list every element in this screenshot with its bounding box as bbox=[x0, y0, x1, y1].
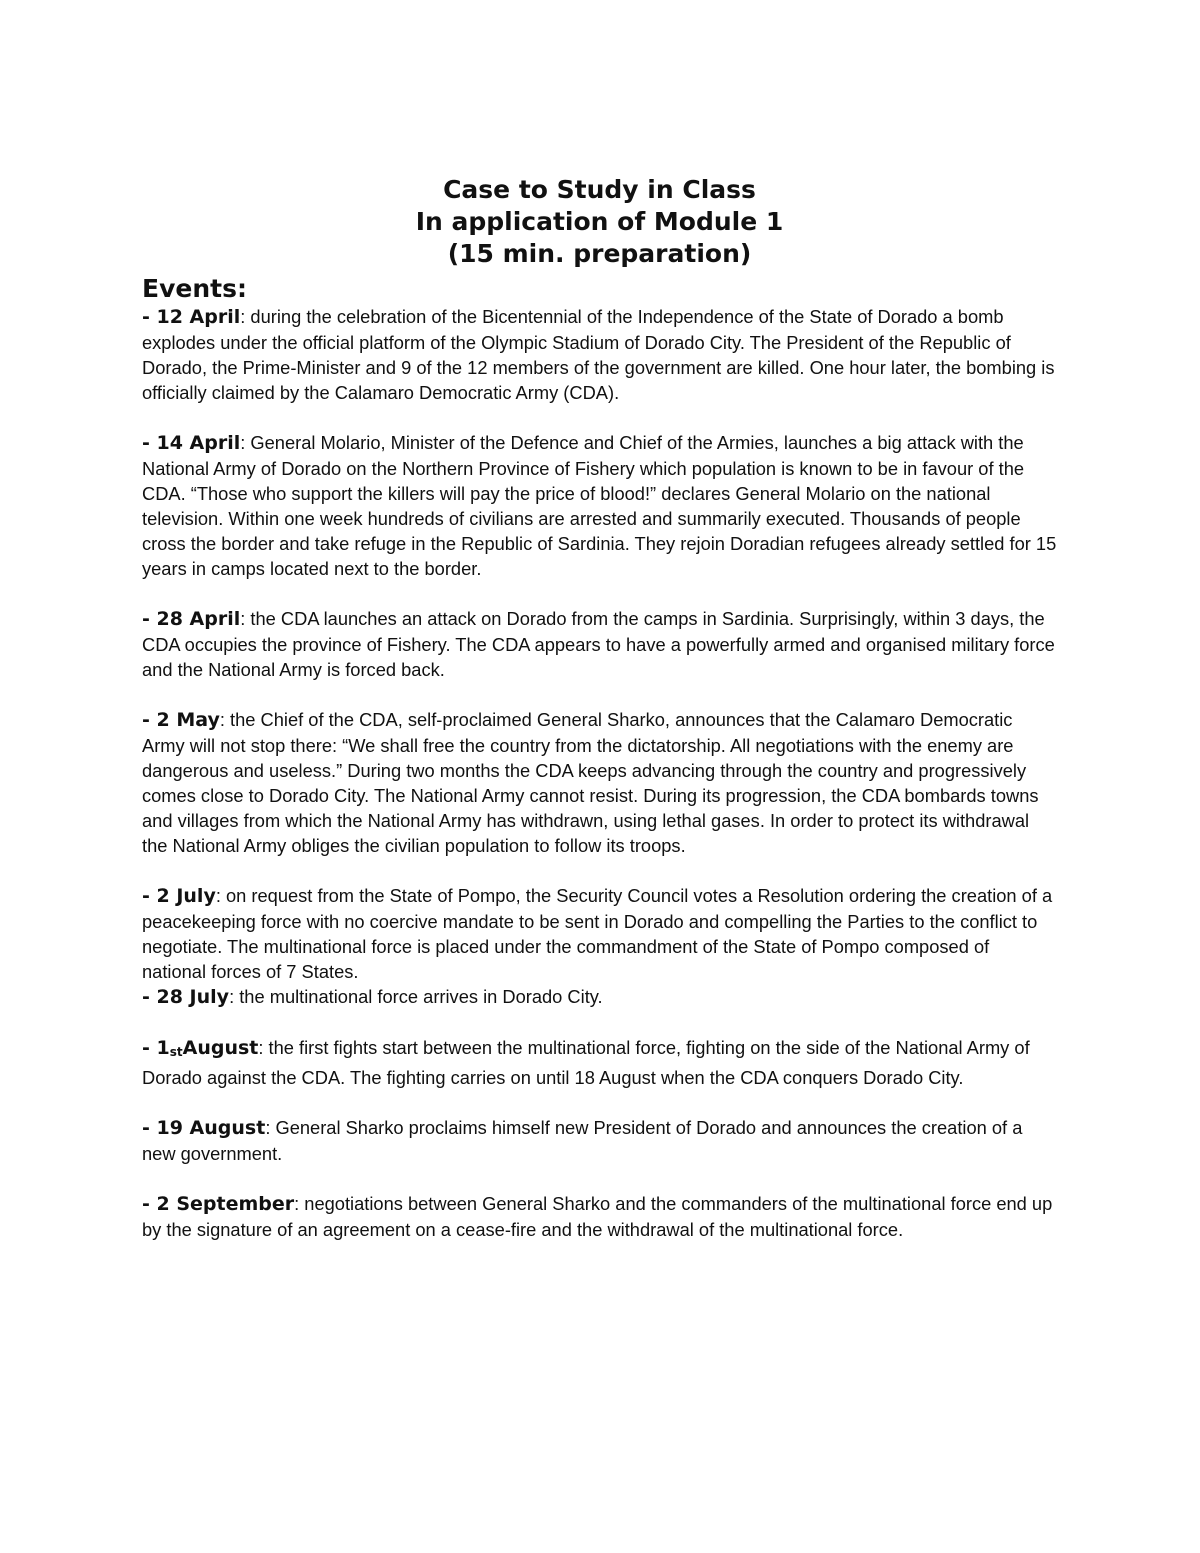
event-text: : during the celebration of the Bicentennial of the Independence of the State of Dorado a bomb explodes under the official platform of the Olympic Stadium of Dorado City. The President of the Republic of Dorado, the Prime-Minister and 9 of the 12 members of the government are killed. One hour later, the bombing is officially claimed by the Calamaro Democratic Army (CDA). bbox=[142, 306, 1055, 403]
event-date-ordinal: st bbox=[169, 1045, 183, 1059]
event-text: : on request from the State of Pompo, the Security Council votes a Resolution ordering the creation of a peacekeeping force with no coercive mandate to be sent in Dorado and compelling the Parties to the conflict to negotiate. The multinational force is placed under the commandment of the State of Pompo composed of national forces of 7 States. bbox=[142, 885, 1053, 982]
event-date: - 2 September bbox=[142, 1193, 295, 1215]
event-text: : negotiations between General Sharko and the commanders of the multinational force end up by the signature of an agreement on a cease-fire and the withdrawal of the multinational force. bbox=[142, 1193, 1053, 1240]
title-line-1: Case to Study in Class bbox=[443, 175, 756, 204]
title-line-3: (15 min. preparation) bbox=[447, 239, 752, 268]
event-date-month: August bbox=[182, 1037, 259, 1059]
event-text: : General Sharko proclaims himself new President of Dorado and announces the creation of a new government. bbox=[142, 1117, 1023, 1164]
event-date: - 14 April bbox=[142, 432, 241, 454]
event-date: - 28 April bbox=[142, 608, 241, 630]
event-text: : the first fights start between the multinational force, fighting on the side of the National Army of Dorado against the CDA. The fighting carries on until 18 August when the CDA conquers Dorado City. bbox=[142, 1037, 1030, 1088]
event-14-april bbox=[142, 430, 1057, 581]
event-text: : General Molario, Minister of the Defence and Chief of the Armies, launches a big attack with the National Army of Dorado on the Northern Province of Fishery which population is known to be in favour of the CDA. “Those who support the killers will pay the price of blood!” declares General Molario on the national television. Within one week hundreds of civilians are arrested and summarily executed. Thousands of people cross the border and take refuge in the Republic of Sardinia. They rejoin Doradian refugees already settled for 15 years in camps located next to the border. bbox=[142, 432, 1057, 579]
event-date-prefix: - 1 bbox=[142, 1037, 170, 1059]
event-date: - 12 April bbox=[142, 306, 241, 328]
document-page bbox=[142, 174, 1057, 1242]
event-2-may bbox=[142, 707, 1057, 858]
event-28-april bbox=[142, 606, 1057, 682]
events-heading: Events: bbox=[142, 274, 247, 303]
event-19-august bbox=[142, 1115, 1057, 1166]
event-2-july bbox=[142, 883, 1057, 984]
event-text: : the multinational force arrives in Dorado City. bbox=[229, 986, 603, 1007]
event-2-september bbox=[142, 1191, 1057, 1242]
event-text: : the CDA launches an attack on Dorado from the camps in Sardinia. Surprisingly, within 3 days, the CDA occupies the province of Fishery. The CDA appears to have a powerfully armed and organised military force and the National Army is forced back. bbox=[142, 608, 1055, 680]
event-28-july bbox=[142, 984, 1057, 1010]
title-line-2: In application of Module 1 bbox=[415, 207, 784, 236]
event-text: : the Chief of the CDA, self-proclaimed General Sharko, announces that the Calamaro Democratic Army will not stop there: “We shall free the country from the dictatorship. All negotiations with the enemy are dangerous and useless.” During two months the CDA keeps advancing through the country and progressively comes close to Dorado City. The National Army cannot resist. During its progression, the CDA bombards towns and villages from which the National Army has withdrawn, using lethal gases. In order to protect its withdrawal the National Army obliges the civilian population to follow its troops. bbox=[142, 709, 1039, 856]
event-1st-august bbox=[142, 1035, 1057, 1090]
event-date: - 19 August bbox=[142, 1117, 266, 1139]
document-title bbox=[142, 174, 1057, 270]
event-date: - 2 May bbox=[142, 709, 220, 731]
event-date bbox=[142, 1037, 258, 1059]
event-12-april bbox=[142, 304, 1057, 405]
event-date: - 28 July bbox=[142, 986, 230, 1008]
event-date: - 2 July bbox=[142, 885, 216, 907]
